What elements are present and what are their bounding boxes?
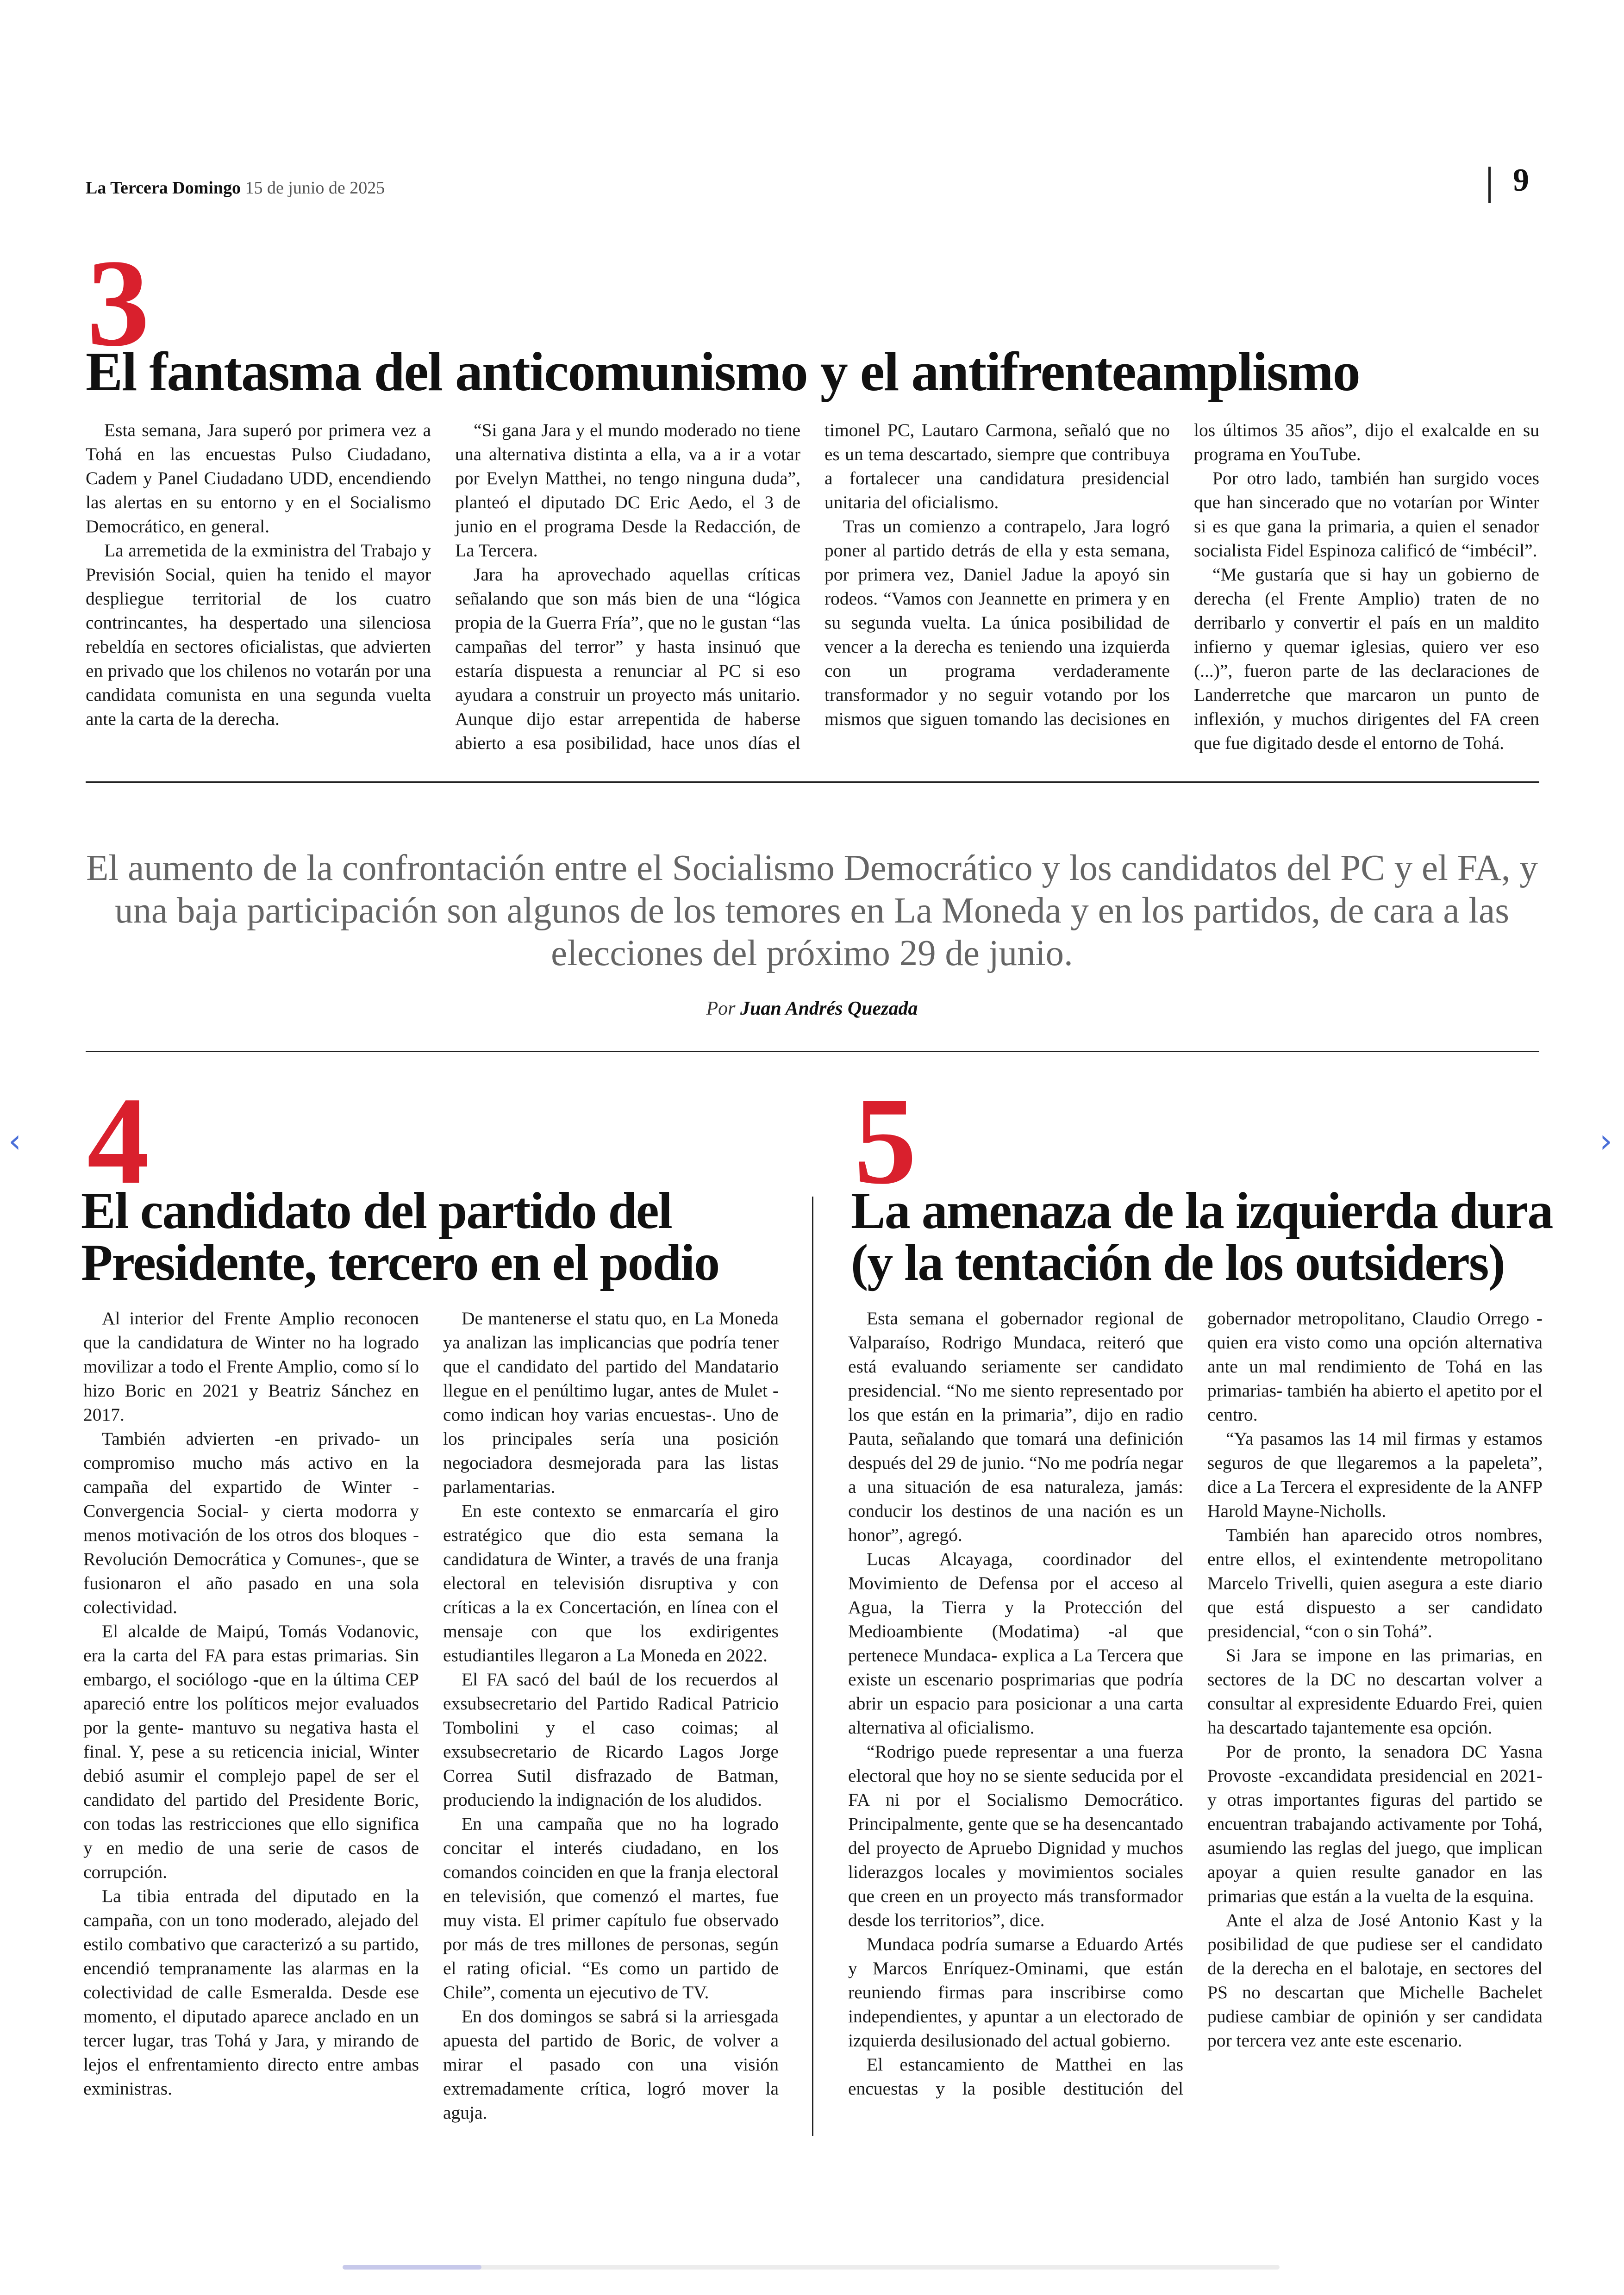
section-number-3: 3 (87, 234, 150, 372)
article-deck: El aumento de la confrontación entre el Socialismo Democrático y los candidatos del PC y el FA, y una baja participación son algunos de los temores en La Moneda y en los partidos, de cara a las elecciones del próximo 29 de junio. (86, 848, 1538, 973)
publication-name: La Tercera Domingo (86, 178, 241, 198)
issue-date: 15 de junio de 2025 (245, 178, 385, 198)
divider-top (86, 781, 1539, 783)
paragraph: En una campaña que no ha logrado concitar el interés ciudadano, en los comandos coinciden en que la franja electoral en televisión, que comenzó el martes, fue muy vista. El primer capítulo fue observado por más de tres millones de personas, según el rating oficial. “Es como un partido de Chile”, comenta un ejecutivo de TV. (443, 1814, 779, 2002)
paragraph: El FA sacó del baúl de los recuerdos al exsubsecretario del Partido Radical Patricio Tombolini y el caso coimas; al exsubsecretario de Ricardo Lagos Jorge Correa Sutil disfrazado de Batman, produciendo la indignación de los aludidos. (443, 1669, 779, 1810)
paragraph: “Ya pasamos las 14 mil firmas y estamos seguros de que llegaremos a la papeleta”, dice a La Tercera el expresidente de la ANFP Harold Mayne-Nicholls. (1207, 1428, 1543, 1521)
section-3-headline: El fantasma del anticomunismo y el antifrenteamplismo (86, 341, 1360, 402)
paragraph: Lucas Alcayaga, coordinador del Movimiento de Defensa por el acceso al Agua, la Tierra y la Protección del Medioambiente (Modatima) -al que pertenece Mundaca- explica a La Tercera que existe un escenario posprimarias que podría abrir un espacio para posicionar a una carta alternativa al oficialismo. (848, 1549, 1183, 1738)
paragraph: Esta semana, Jara superó por primera vez a Tohá en las encuestas Pulso Ciudadano, Cadem y Panel Ciudadano UDD, encendiendo las alertas en su entorno y en el Socialismo Democrático, en general. (86, 420, 431, 536)
column-divider (812, 1197, 813, 2136)
paragraph: “Si gana Jara y el mundo moderado no tiene una alternativa distinta a ella, va a ir a votar por Evelyn Matthei, no tengo ninguna duda”, planteó el diputado DC Eric Aedo, el 3 de junio en el programa Desde la Redacción, de La Tercera. (455, 420, 800, 561)
chevron-right-icon[interactable]: › (1599, 1122, 1612, 1160)
paragraph: La arremetida de la exministra del Trabajo y Previsión Social, quien ha tenido el mayor despliegue territorial de los cuatro contrincantes, ha despertado una silenciosa rebeldía en sectores oficialistas, que advierten en privado que los chilenos no votarán por una candidata comunista en una segunda vuelta ante la carta de la derecha. (86, 540, 431, 729)
paragraph: Si Jara se impone en las primarias, en sectores de la DC no descartan volver a consultar al expresidente Eduardo Frei, quien ha descartado tajantemente esa opción. (1207, 1645, 1543, 1738)
byline-label: Por (706, 998, 736, 1019)
paragraph: Jara ha aprovechado aquellas críticas señalando que son más bien de una “lógica propia de la Guerra Fría”, que no le gustan “las campañas del terror” y hasta insinuó que estaría dispuesta a renunciar al PC si eso ayudara a construir un proyecto más unitario. Aunque dijo estar arrepentida de haberse abierto a esa posibilidad, hace unos días el timonel PC, Lautaro Carmona, señaló que no es un tema descartado, siempre que contribuya a fortalecer una candidatura presidencial unitaria del oficialismo. (455, 420, 1170, 753)
paragraph: En dos domingos se sabrá si la arriesgada apuesta del partido de Boric, de volver a mirar el pasado con una visión extremadamente crítica, logró mover la aguja. (443, 2006, 779, 2123)
paragraph: El estancamiento de Matthei en las encuestas y la posible destitución del gobernador metropolitano, Claudio Orrego -quien era visto como una opción alternativa ante un mal rendimiento de Tohá en las primarias- también ha abierto el apetito por el centro. (848, 1308, 1543, 2099)
byline (83, 998, 1541, 1020)
byline-author: Juan Andrés Quezada (740, 998, 918, 1019)
section-number-4: 4 (87, 1072, 150, 1210)
page-number: 9 (1513, 162, 1529, 198)
section-4-body (83, 1306, 779, 2136)
page-scrollbar-thumb[interactable] (343, 2265, 481, 2270)
section-5-body (848, 1306, 1543, 2136)
paragraph: El alcalde de Maipú, Tomás Vodanovic, era la carta del FA para estas primarias. Sin embargo, el sociólogo -que en la última CEP apareció entre los políticos mejor evaluados por la gente- mantuvo su negativa hasta el final. Y, pese a su reticencia inicial, Winter debió asumir el complejo papel de ser el candidato del partido del Presidente Boric, con todas las restricciones que ello significa y en medio de una serie de casos de corrupción. (83, 1621, 419, 1882)
paragraph: “Rodrigo puede representar a una fuerza electoral que hoy no se siente seducida por el FA ni por el Socialismo Democrático. Principalmente, gente que se ha desencantado del proyecto de Apruebo Dignidad y muchos liderazgos locales y movimientos sociales que creen en un proyecto más transformador desde los territorios”, dice. (848, 1741, 1183, 1930)
paragraph: En este contexto se enmarcaría el giro estratégico que dio esta semana la candidatura de Winter, a través de una franja electoral en televisión disruptiva y con críticas a la ex Concertación, en línea con el mensaje con que los exdirigentes estudiantiles llegaron a La Moneda en 2022. (443, 1501, 779, 1665)
paragraph: Ante el alza de José Antonio Kast y la posibilidad de que pudiese ser el candidato de la derecha en el balotaje, en sectores del PS no descartan que Michelle Bachelet pudiese cambiar de opinión y ser candidata por tercera vez ante este escenario. (1207, 1910, 1543, 2051)
chevron-left-icon[interactable]: ‹ (8, 1122, 21, 1160)
paragraph: Mundaca podría sumarse a Eduardo Artés y Marcos Enríquez-Ominami, que están reuniendo firmas para inscribirse como independientes, y apuntar a un electorado de izquierda desilusionado del actual gobierno. (848, 1934, 1183, 2051)
paragraph: También han aparecido otros nombres, entre ellos, el exintendente metropolitano Marcelo Trivelli, quien asegura a este diario que está dispuesto a ser candidato presidencial, “con o sin Tohá”. (1207, 1525, 1543, 1641)
paragraph: Al interior del Frente Amplio reconocen que la candidatura de Winter no ha logrado movilizar a todo el Frente Amplio, como sí lo hizo Boric en 2021 y Beatriz Sánchez en 2017. (83, 1308, 419, 1425)
paragraph: Tras un comienzo a contrapelo, Jara logró poner al partido detrás de ella y esta semana, por primera vez, Daniel Jadue la apoyó sin rodeos. “Vamos con Jeannette en primera y en su segunda vuelta. La única posibilidad de vencer a la derecha es teniendo una izquierda con un programa verdaderamente transformador y no seguir votando por los mismos que siguen tomando las decisiones en los últimos 35 años”, dijo el exalcalde en su programa en YouTube. (824, 420, 1539, 729)
page-scrollbar-track[interactable] (343, 2265, 1280, 2270)
section-5-headline: La amenaza de la izquierda dura (y la tentación de los outsiders) (851, 1182, 1553, 1291)
paragraph: La tibia entrada del diputado en la campaña, con un tono moderado, alejado del estilo combativo que caracterizó a su partido, encendió tempranamente las alarmas en la colectividad de calle Esmeralda. Desde ese momento, el diputado aparece anclado en un tercer lugar, tras Tohá y Jara, y mirando de lejos el enfrentamiento directo entre ambas exministras. (83, 1886, 419, 2099)
paragraph: Por otro lado, también han surgido voces que han sincerado que no votarían por Winter si es que gana la primaria, a quien el senador socialista Fidel Espinoza calificó de “imbécil”. (1194, 468, 1539, 561)
paragraph: Esta semana el gobernador regional de Valparaíso, Rodrigo Mundaca, reiteró que está evaluando seriamente ser candidato presidencial. “No me siento representado por los que están en la primaria”, dijo en radio Pauta, señalando que tomará una definición después del 29 de junio. “No me podría negar a una situación de esa naturaleza, jamás: conducir los destinos de una nación es un honor”, agregó. (848, 1308, 1183, 1545)
running-header (86, 178, 385, 198)
paragraph: Por de pronto, la senadora DC Yasna Provoste -excandidata presidencial en 2021- y otras importantes figuras del partido se encuentran trabajando activamente por Tohá, asumiendo las reglas del juego, que implican apoyar a quien resulte ganador en las primarias que están a la vuelta de la esquina. (1207, 1741, 1543, 1906)
divider-bottom (86, 1051, 1539, 1052)
section-3-body (86, 418, 1539, 763)
section-4-headline: El candidato del partido del Presidente, tercero en el podio (81, 1182, 719, 1291)
paragraph: También advierten -en privado- un compromiso mucho más activo en la campaña del expartido de Winter -Convergencia Social- y cierta modorra y menos motivación de los otros dos bloques -Revolución Democrática y Comunes-, que se fusionaron el año pasado en una sola colectividad. (83, 1428, 419, 1617)
page-number-rule (1488, 167, 1491, 203)
paragraph: “Me gustaría que si hay un gobierno de derecha (el Frente Amplio) traten de no derribarlo y convertir el país en un maldito infierno y quemar iglesias, quiero ver eso (...)”, fueron parte de las declaraciones de Landerretche que marcaron un punto de inflexión, y muchos dirigentes del FA creen que fue digitado desde el entorno de Tohá. (1194, 564, 1539, 753)
paragraph: De mantenerse el statu quo, en La Moneda ya analizan las implicancias que podría tener que el candidato del partido del Mandatario llegue en el penúltimo lugar, antes de Mulet -como indican hoy varias encuestas-. Uno de los principales sería una posición negociadora desmejorada para las listas parlamentarias. (443, 1308, 779, 1497)
section-number-5: 5 (854, 1072, 917, 1210)
